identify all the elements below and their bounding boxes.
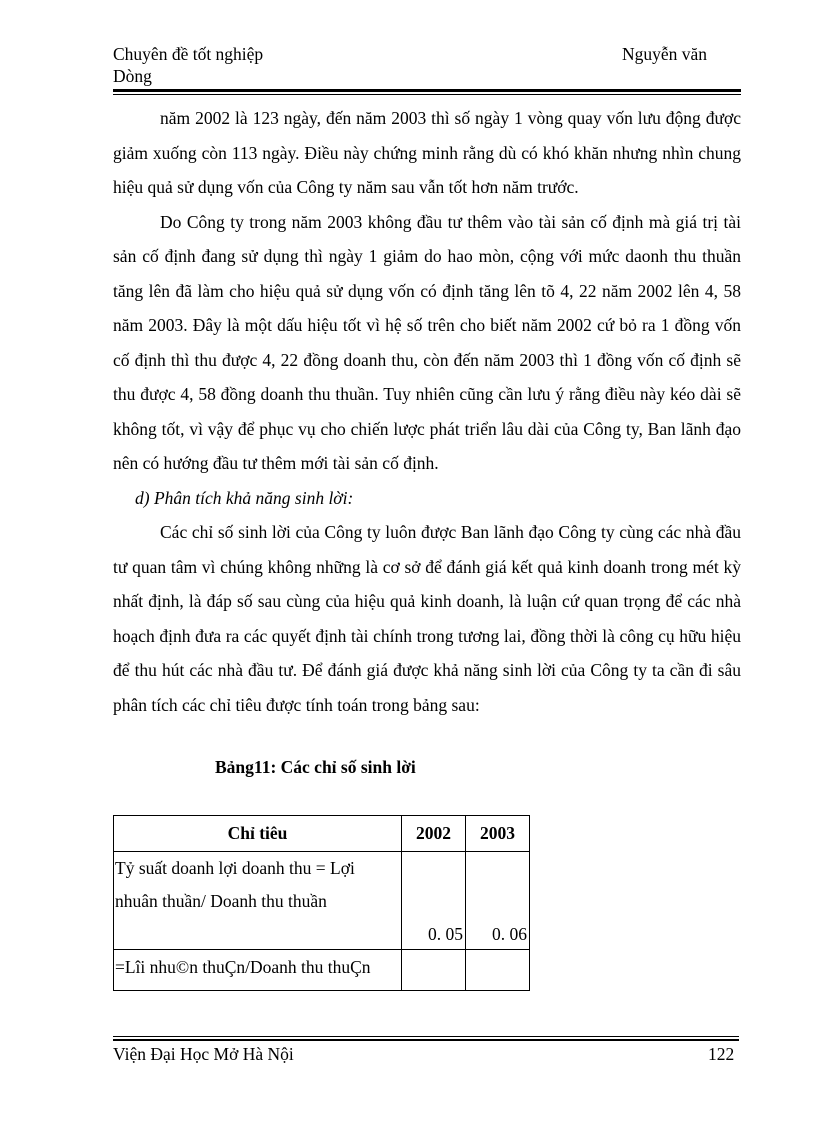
table-cell-2002: 0. 05 bbox=[402, 852, 466, 950]
section-subheading: d) Phân tích khả năng sinh lời: bbox=[135, 487, 354, 508]
paragraph-2: Do Công ty trong năm 2003 không đầu tư thêm vào tài sản cố định mà giá trị tài sản cố định đang sử dụng thì ngày 1 giảm do hao mòn, cộng với mức daonh thu thuần tăng lên đã làm cho hiệu quả sử dụng vốn có định tăng lên tõ 4, 22 năm 2002 lên 4, 58 năm 2003. Đây là một dấu hiệu tốt vì hệ số trên cho biết năm 2002 cứ bỏ ra 1 đồng vốn cố định thì thu được 4, 22 đồng doanh thu, còn đến năm 2003 thì 1 đồng vốn cố định sẽ thu được 4, 58 đồng doanh thu thuần. Tuy nhiên cũng cần lưu ý rằng điều này kéo dài sẽ không tốt, vì vậy để phục vụ cho chiến lược phát triển lâu dài của Công ty, Ban lãnh đạo nên có hướng đầu tư thêm mới tài sản cố định. bbox=[113, 211, 741, 473]
table-cell-indicator: Tỷ suất doanh lợi doanh thu = Lợi nhuân thuần/ Doanh thu thuần bbox=[114, 852, 402, 950]
table-cell-2003: 0. 06 bbox=[466, 852, 530, 950]
table-cell-indicator: =Lîi nhu©n thuÇn/Doanh thu thuÇn bbox=[114, 950, 402, 991]
page-number: 122 bbox=[708, 1044, 735, 1064]
header-author: Nguyễn văn bbox=[622, 44, 708, 64]
footer-rule-thick bbox=[113, 1039, 739, 1041]
header-author-line2: Dòng bbox=[113, 66, 152, 86]
footer-rule-thin bbox=[113, 1036, 739, 1037]
header-rule-thin bbox=[113, 94, 741, 95]
table-header-row bbox=[114, 816, 530, 852]
footer-institution: Viện Đại Học Mở Hà Nội bbox=[113, 1044, 294, 1064]
paragraph-1: năm 2002 là 123 ngày, đến năm 2003 thì số ngày 1 vòng quay vốn lưu động được giảm xuống còn 113 ngày. Điều này chứng minh rằng dù có khó khăn nhưng nhìn chung hiệu quả sử dụng vốn của Công ty năm sau vẫn tốt hơn năm trước. bbox=[113, 108, 741, 197]
profitability-table bbox=[113, 815, 530, 991]
table-header-2002: 2002 bbox=[402, 816, 466, 852]
header-rule-thick bbox=[113, 89, 741, 92]
table-header-indicator: Chỉ tiêu bbox=[114, 816, 402, 852]
paragraph-3: Các chỉ số sinh lời của Công ty luôn được Ban lãnh đạo Công ty cùng các nhà đầu tư quan tâm vì chúng không những là cơ sở để đánh giá kết quả kinh doanh trong mét kỳ nhất định, là đáp số sau cùng của hiệu quả kinh doanh, là luận cứ quan trọng để các nhà hoạch định đưa ra các quyết định tài chính trong tương lai, đồng thời là công cụ hữu hiệu để thu hút các nhà đầu tư. Để đánh giá được khả năng sinh lời của Công ty ta cần đi sâu phân tích các chỉ tiêu được tính toán trong bảng sau: bbox=[113, 522, 741, 715]
header-document-type: Chuyên đề tốt nghiệp bbox=[113, 44, 264, 64]
table-row bbox=[114, 950, 530, 991]
body-text bbox=[113, 101, 741, 722]
table-cell-2003 bbox=[466, 950, 530, 991]
table-title: Bảng11: Các chỉ số sinh lời bbox=[215, 757, 416, 777]
table-cell-2002 bbox=[402, 950, 466, 991]
table-row bbox=[114, 852, 530, 950]
table-header-2003: 2003 bbox=[466, 816, 530, 852]
header-left bbox=[113, 43, 333, 87]
